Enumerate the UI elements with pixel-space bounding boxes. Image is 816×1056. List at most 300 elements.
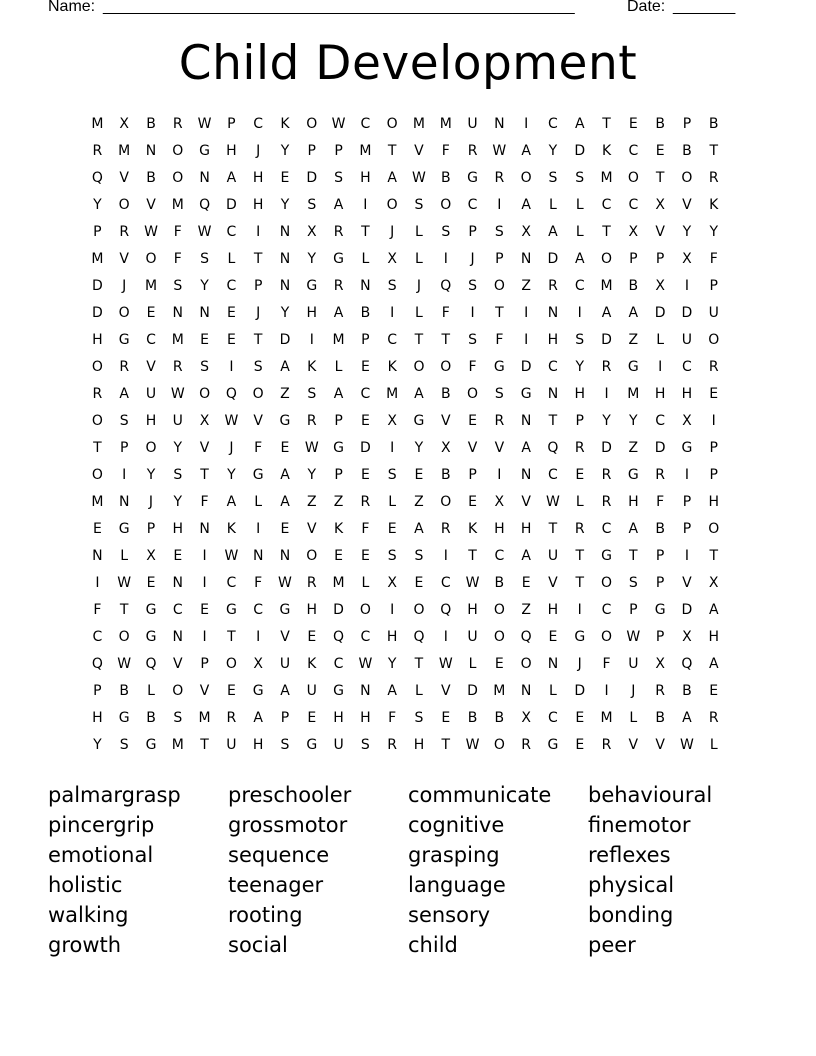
grid-letter[interactable]: N xyxy=(494,116,505,132)
grid-letter[interactable]: Q xyxy=(91,170,103,186)
grid-letter[interactable]: E xyxy=(226,332,236,348)
grid-letter[interactable]: P xyxy=(93,224,102,240)
grid-letter[interactable]: G xyxy=(225,602,237,618)
grid-letter[interactable]: G xyxy=(520,386,532,402)
grid-letter[interactable]: G xyxy=(627,359,639,375)
grid-letter[interactable]: D xyxy=(92,278,103,294)
grid-letter[interactable]: I xyxy=(390,305,395,321)
grid-letter[interactable]: I xyxy=(256,224,261,240)
grid-letter[interactable]: K xyxy=(226,521,236,537)
grid-letter[interactable]: I xyxy=(684,467,689,483)
grid-letter[interactable]: J xyxy=(148,494,154,510)
grid-letter[interactable]: S xyxy=(548,170,558,186)
grid-letter[interactable]: U xyxy=(547,548,559,564)
grid-letter[interactable]: W xyxy=(170,386,185,402)
grid-letter[interactable]: H xyxy=(494,521,505,537)
grid-letter[interactable]: B xyxy=(440,467,451,483)
grid-letter[interactable]: G xyxy=(279,413,291,429)
grid-letter[interactable]: S xyxy=(387,548,397,564)
grid-letter[interactable]: Q xyxy=(681,656,693,672)
grid-letter[interactable]: D xyxy=(306,170,318,186)
grid-letter[interactable]: L xyxy=(227,251,236,267)
grid-letter[interactable]: O xyxy=(118,197,130,213)
grid-letter[interactable]: G xyxy=(333,251,344,267)
grid-letter[interactable]: Y xyxy=(173,440,183,456)
grid-letter[interactable]: Q xyxy=(91,656,103,672)
grid-letter[interactable]: T xyxy=(93,440,102,456)
grid-letter[interactable]: I xyxy=(577,305,582,321)
grid-letter[interactable]: D xyxy=(279,332,291,348)
grid-letter[interactable]: L xyxy=(415,224,423,240)
grid-letter[interactable]: O xyxy=(386,116,398,132)
grid-letter[interactable]: T xyxy=(468,548,477,564)
grid-letter[interactable]: G xyxy=(306,278,318,294)
grid-letter[interactable]: L xyxy=(656,332,665,348)
grid-letter[interactable]: R xyxy=(306,575,317,591)
grid-letter[interactable]: P xyxy=(334,467,343,483)
grid-letter[interactable]: T xyxy=(548,413,558,429)
grid-letter[interactable]: X xyxy=(146,548,156,564)
grid-letter[interactable]: R xyxy=(708,710,719,726)
grid-letter[interactable]: A xyxy=(708,656,719,672)
grid-letter[interactable]: E xyxy=(360,413,370,429)
grid-letter[interactable]: A xyxy=(414,521,424,537)
grid-letter[interactable]: W xyxy=(438,656,453,672)
grid-letter[interactable]: T xyxy=(253,251,263,267)
grid-letter[interactable]: Q xyxy=(440,602,452,618)
grid-letter[interactable]: O xyxy=(118,629,130,645)
grid-letter[interactable]: E xyxy=(280,440,290,456)
grid-letter[interactable]: C xyxy=(440,575,451,591)
grid-letter[interactable]: I xyxy=(684,548,689,564)
grid-letter[interactable]: K xyxy=(307,359,317,375)
grid-letter[interactable]: G xyxy=(306,737,318,753)
grid-letter[interactable]: L xyxy=(575,224,584,240)
grid-letter[interactable]: L xyxy=(361,575,370,591)
grid-letter[interactable]: X xyxy=(440,440,451,456)
grid-letter[interactable]: R xyxy=(172,359,183,375)
grid-letter[interactable]: U xyxy=(306,683,317,699)
grid-letter[interactable]: A xyxy=(280,683,290,699)
grid-letter[interactable]: S xyxy=(360,737,370,753)
grid-letter[interactable]: E xyxy=(360,467,370,483)
grid-letter[interactable]: Q xyxy=(413,629,425,645)
grid-letter[interactable]: V xyxy=(440,683,451,699)
grid-letter[interactable]: C xyxy=(655,413,666,429)
grid-letter[interactable]: H xyxy=(520,521,532,537)
grid-letter[interactable]: H xyxy=(574,386,585,402)
grid-letter[interactable]: T xyxy=(709,548,718,564)
grid-letter[interactable]: L xyxy=(147,683,155,699)
grid-letter[interactable]: W xyxy=(492,143,507,159)
grid-letter[interactable]: A xyxy=(682,710,692,726)
grid-letter[interactable]: O xyxy=(145,440,157,456)
grid-letter[interactable]: M xyxy=(493,683,506,699)
grid-letter[interactable]: M xyxy=(171,737,184,753)
grid-letter[interactable]: R xyxy=(655,683,665,699)
grid-letter[interactable]: A xyxy=(708,602,719,618)
grid-letter[interactable]: C xyxy=(601,197,612,213)
grid-letter[interactable]: R xyxy=(548,278,558,294)
grid-letter[interactable]: O xyxy=(306,116,318,132)
grid-letter[interactable]: A xyxy=(521,143,531,159)
grid-letter[interactable]: F xyxy=(468,359,477,375)
grid-letter[interactable]: N xyxy=(118,494,130,510)
grid-letter[interactable]: F xyxy=(709,251,718,267)
grid-letter[interactable]: S xyxy=(414,548,424,564)
grid-letter[interactable]: I xyxy=(443,629,448,645)
grid-letter[interactable]: O xyxy=(440,494,452,510)
grid-letter[interactable]: C xyxy=(360,629,371,645)
grid-letter[interactable]: I xyxy=(497,467,502,483)
grid-letter[interactable]: R xyxy=(601,467,612,483)
grid-letter[interactable]: Q xyxy=(333,629,345,645)
grid-letter[interactable]: K xyxy=(280,116,290,132)
grid-letter[interactable]: F xyxy=(495,332,504,348)
grid-letter[interactable]: S xyxy=(575,170,585,186)
grid-letter[interactable]: C xyxy=(146,332,156,348)
grid-letter[interactable]: D xyxy=(92,305,103,321)
grid-letter[interactable]: M xyxy=(171,197,184,213)
grid-letter[interactable]: F xyxy=(254,575,263,591)
grid-letter[interactable]: N xyxy=(360,683,371,699)
grid-letter[interactable]: D xyxy=(654,305,666,321)
grid-letter[interactable]: N xyxy=(520,683,532,699)
grid-letter[interactable]: B xyxy=(494,575,505,591)
grid-letter[interactable]: D xyxy=(333,602,344,618)
grid-letter[interactable]: I xyxy=(202,575,207,591)
grid-letter[interactable]: R xyxy=(494,170,505,186)
grid-letter[interactable]: O xyxy=(118,305,130,321)
grid-letter[interactable]: U xyxy=(226,737,237,753)
grid-letter[interactable]: E xyxy=(334,548,343,564)
grid-letter[interactable]: O xyxy=(601,629,613,645)
grid-letter[interactable]: C xyxy=(253,116,264,132)
grid-letter[interactable]: H xyxy=(360,710,371,726)
grid-letter[interactable]: V xyxy=(521,494,531,510)
grid-letter[interactable]: Y xyxy=(280,305,290,321)
grid-letter[interactable]: E xyxy=(226,305,236,321)
grid-letter[interactable]: I xyxy=(309,332,314,348)
grid-letter[interactable]: A xyxy=(521,440,531,456)
grid-letter[interactable]: V xyxy=(146,197,156,213)
grid-letter[interactable]: H xyxy=(413,737,425,753)
grid-letter[interactable]: Q xyxy=(225,386,237,402)
grid-letter[interactable]: F xyxy=(200,494,209,510)
grid-letter[interactable]: P xyxy=(468,467,477,483)
grid-letter[interactable]: P xyxy=(280,710,290,726)
grid-letter[interactable]: E xyxy=(280,170,290,186)
grid-letter[interactable]: P xyxy=(629,602,638,618)
grid-letter[interactable]: C xyxy=(628,197,639,213)
grid-letter[interactable]: B xyxy=(146,710,156,726)
grid-letter[interactable]: X xyxy=(253,656,263,672)
grid-letter[interactable]: V xyxy=(199,440,210,456)
grid-letter[interactable]: H xyxy=(92,332,103,348)
grid-letter[interactable]: M xyxy=(412,116,425,132)
grid-letter[interactable]: C xyxy=(628,143,639,159)
grid-letter[interactable]: G xyxy=(118,521,130,537)
grid-letter[interactable]: F xyxy=(361,521,370,537)
grid-letter[interactable]: N xyxy=(172,629,184,645)
grid-letter[interactable]: Z xyxy=(628,440,639,456)
grid-letter[interactable]: S xyxy=(200,359,210,375)
grid-letter[interactable]: N xyxy=(199,170,210,186)
grid-letter[interactable]: O xyxy=(520,170,532,186)
grid-letter[interactable]: C xyxy=(682,359,692,375)
grid-letter[interactable]: I xyxy=(524,305,529,321)
grid-letter[interactable]: I xyxy=(390,440,395,456)
grid-letter[interactable]: A xyxy=(521,548,531,564)
grid-letter[interactable]: U xyxy=(681,332,693,348)
grid-letter[interactable]: P xyxy=(334,143,343,159)
grid-letter[interactable]: M xyxy=(144,278,158,294)
grid-letter[interactable]: A xyxy=(574,251,585,267)
grid-letter[interactable]: P xyxy=(119,440,129,456)
grid-letter[interactable]: R xyxy=(226,710,237,726)
grid-letter[interactable]: A xyxy=(333,386,344,402)
grid-letter[interactable]: C xyxy=(360,386,371,402)
grid-letter[interactable]: M xyxy=(359,143,372,159)
grid-letter[interactable]: H xyxy=(360,170,371,186)
grid-letter[interactable]: U xyxy=(628,656,639,672)
grid-letter[interactable]: C xyxy=(467,197,478,213)
grid-letter[interactable]: N xyxy=(547,656,559,672)
grid-letter[interactable]: Q xyxy=(547,440,559,456)
grid-letter[interactable]: Y xyxy=(280,143,290,159)
grid-letter[interactable]: G xyxy=(333,440,344,456)
grid-letter[interactable]: O xyxy=(440,359,452,375)
grid-letter[interactable]: B xyxy=(494,710,505,726)
grid-letter[interactable]: S xyxy=(628,575,638,591)
grid-letter[interactable]: A xyxy=(226,170,237,186)
grid-letter[interactable]: V xyxy=(306,521,317,537)
grid-letter[interactable]: I xyxy=(443,548,448,564)
grid-letter[interactable]: N xyxy=(145,143,157,159)
grid-letter[interactable]: C xyxy=(601,521,612,537)
grid-letter[interactable]: E xyxy=(575,737,585,753)
grid-letter[interactable]: B xyxy=(682,683,692,699)
grid-letter[interactable]: M xyxy=(91,116,104,132)
grid-letter[interactable]: O xyxy=(708,332,720,348)
grid-letter[interactable]: Y xyxy=(414,440,424,456)
grid-letter[interactable]: H xyxy=(306,305,318,321)
grid-letter[interactable]: C xyxy=(548,710,558,726)
grid-letter[interactable]: A xyxy=(280,467,290,483)
grid-letter[interactable]: Y xyxy=(307,251,317,267)
grid-letter[interactable]: A xyxy=(226,494,237,510)
grid-letter[interactable]: Y xyxy=(682,224,692,240)
grid-letter[interactable]: P xyxy=(334,413,343,429)
grid-letter[interactable]: P xyxy=(682,116,692,132)
grid-letter[interactable]: I xyxy=(443,251,448,267)
grid-letter[interactable]: B xyxy=(146,170,156,186)
grid-letter[interactable]: H xyxy=(92,710,103,726)
grid-letter[interactable]: V xyxy=(548,575,558,591)
grid-letter[interactable]: W xyxy=(117,575,132,591)
grid-letter[interactable]: J xyxy=(122,278,127,294)
grid-letter[interactable]: H xyxy=(681,386,693,402)
grid-letter[interactable]: O xyxy=(413,602,425,618)
grid-letter[interactable]: M xyxy=(118,143,131,159)
grid-letter[interactable]: O xyxy=(199,386,211,402)
grid-letter[interactable]: U xyxy=(467,629,478,645)
grid-letter[interactable]: K xyxy=(467,521,478,537)
grid-letter[interactable]: X xyxy=(387,413,397,429)
grid-letter[interactable]: C xyxy=(360,116,371,132)
grid-letter[interactable]: I xyxy=(497,197,502,213)
grid-letter[interactable]: T xyxy=(441,332,451,348)
grid-letter[interactable]: J xyxy=(229,440,234,456)
grid-letter[interactable]: N xyxy=(547,305,559,321)
grid-letter[interactable]: P xyxy=(361,332,370,348)
name-blank-line[interactable]: _____________________________________________________ xyxy=(103,0,575,15)
grid-letter[interactable]: N xyxy=(279,224,291,240)
grid-letter[interactable]: M xyxy=(600,278,613,294)
grid-letter[interactable]: M xyxy=(332,575,345,591)
grid-letter[interactable]: W xyxy=(197,224,212,240)
grid-letter[interactable]: T xyxy=(441,737,451,753)
grid-letter[interactable]: N xyxy=(199,305,210,321)
grid-letter[interactable]: V xyxy=(280,629,290,645)
grid-letter[interactable]: O xyxy=(172,143,184,159)
grid-letter[interactable]: L xyxy=(334,359,343,375)
grid-letter[interactable]: I xyxy=(229,359,234,375)
grid-letter[interactable]: B xyxy=(655,710,665,726)
grid-letter[interactable]: G xyxy=(252,467,264,483)
grid-letter[interactable]: A xyxy=(521,197,531,213)
grid-letter[interactable]: R xyxy=(601,359,612,375)
grid-letter[interactable]: K xyxy=(709,197,719,213)
grid-letter[interactable]: H xyxy=(547,602,559,618)
grid-letter[interactable]: J xyxy=(470,251,475,267)
grid-letter[interactable]: O xyxy=(681,170,693,186)
grid-letter[interactable]: G xyxy=(145,629,157,645)
grid-letter[interactable]: T xyxy=(414,656,424,672)
grid-letter[interactable]: G xyxy=(601,548,612,564)
grid-letter[interactable]: D xyxy=(520,359,532,375)
grid-letter[interactable]: Y xyxy=(709,224,718,240)
grid-letter[interactable]: P xyxy=(146,521,156,537)
grid-letter[interactable]: N xyxy=(252,548,264,564)
grid-letter[interactable]: P xyxy=(200,656,209,672)
grid-letter[interactable]: C xyxy=(601,602,612,618)
grid-letter[interactable]: S xyxy=(307,197,317,213)
grid-letter[interactable]: G xyxy=(547,737,559,753)
grid-letter[interactable]: O xyxy=(172,683,184,699)
grid-letter[interactable]: V xyxy=(253,413,263,429)
grid-letter[interactable]: R xyxy=(92,386,103,402)
grid-letter[interactable]: I xyxy=(95,575,100,591)
grid-letter[interactable]: X xyxy=(521,710,531,726)
grid-letter[interactable]: F xyxy=(388,710,397,726)
grid-letter[interactable]: C xyxy=(548,467,558,483)
grid-letter[interactable]: J xyxy=(577,656,582,672)
grid-letter[interactable]: V xyxy=(628,737,639,753)
grid-letter[interactable]: H xyxy=(708,494,719,510)
grid-letter[interactable]: Y xyxy=(227,467,236,483)
grid-letter[interactable]: M xyxy=(600,170,613,186)
grid-letter[interactable]: C xyxy=(333,656,344,672)
grid-letter[interactable]: Z xyxy=(521,278,531,294)
grid-letter[interactable]: X xyxy=(306,224,317,240)
grid-letter[interactable]: X xyxy=(521,224,531,240)
grid-letter[interactable]: N xyxy=(199,521,210,537)
grid-letter[interactable]: O xyxy=(386,197,398,213)
grid-letter[interactable]: L xyxy=(254,494,263,510)
grid-letter[interactable]: B xyxy=(655,116,665,132)
grid-letter[interactable]: O xyxy=(172,170,184,186)
grid-letter[interactable]: H xyxy=(172,521,184,537)
grid-letter[interactable]: E xyxy=(360,548,370,564)
grid-letter[interactable]: S xyxy=(468,278,477,294)
grid-letter[interactable]: J xyxy=(256,305,261,321)
grid-letter[interactable]: L xyxy=(415,305,423,321)
grid-letter[interactable]: E xyxy=(307,710,317,726)
grid-letter[interactable]: E xyxy=(441,710,451,726)
grid-letter[interactable]: R xyxy=(387,737,398,753)
grid-letter[interactable]: H xyxy=(306,602,318,618)
grid-letter[interactable]: C xyxy=(92,629,103,645)
grid-letter[interactable]: T xyxy=(253,332,263,348)
grid-letter[interactable]: E xyxy=(468,494,477,510)
grid-letter[interactable]: I xyxy=(711,413,716,429)
grid-letter[interactable]: W xyxy=(224,548,239,564)
grid-letter[interactable]: P xyxy=(709,467,718,483)
grid-letter[interactable]: D xyxy=(601,440,612,456)
grid-letter[interactable]: O xyxy=(306,548,318,564)
grid-letter[interactable]: B xyxy=(440,386,451,402)
grid-letter[interactable]: P xyxy=(227,116,236,132)
grid-letter[interactable]: Y xyxy=(93,737,102,753)
grid-letter[interactable]: E xyxy=(709,683,719,699)
grid-letter[interactable]: H xyxy=(226,143,237,159)
grid-letter[interactable]: F xyxy=(441,143,450,159)
grid-letter[interactable]: P xyxy=(655,629,665,645)
grid-letter[interactable]: F xyxy=(254,440,263,456)
grid-letter[interactable]: W xyxy=(358,656,373,672)
grid-letter[interactable]: T xyxy=(414,332,424,348)
grid-letter[interactable]: L xyxy=(575,197,584,213)
grid-letter[interactable]: E xyxy=(387,521,397,537)
grid-letter[interactable]: N xyxy=(279,278,291,294)
grid-letter[interactable]: W xyxy=(546,494,560,510)
grid-letter[interactable]: I xyxy=(202,548,207,564)
grid-letter[interactable]: Q xyxy=(440,278,452,294)
grid-letter[interactable]: A xyxy=(574,116,585,132)
grid-letter[interactable]: O xyxy=(601,251,613,267)
grid-letter[interactable]: A xyxy=(548,224,558,240)
grid-letter[interactable]: I xyxy=(604,683,609,699)
grid-letter[interactable]: N xyxy=(547,386,559,402)
grid-letter[interactable]: E xyxy=(280,521,290,537)
grid-letter[interactable]: L xyxy=(120,548,129,564)
grid-letter[interactable]: P xyxy=(93,683,102,699)
grid-letter[interactable]: W xyxy=(680,737,694,753)
grid-letter[interactable]: E xyxy=(360,359,370,375)
grid-letter[interactable]: E xyxy=(521,575,531,591)
grid-letter[interactable]: C xyxy=(172,602,183,618)
grid-letter[interactable]: N xyxy=(279,251,291,267)
grid-letter[interactable]: Z xyxy=(306,494,317,510)
grid-letter[interactable]: X xyxy=(682,413,692,429)
grid-letter[interactable]: T xyxy=(548,521,558,537)
grid-letter[interactable]: S xyxy=(307,386,317,402)
grid-letter[interactable]: G xyxy=(199,143,211,159)
grid-letter[interactable]: F xyxy=(602,656,611,672)
grid-letter[interactable]: I xyxy=(524,116,529,132)
grid-letter[interactable]: S xyxy=(119,413,129,429)
